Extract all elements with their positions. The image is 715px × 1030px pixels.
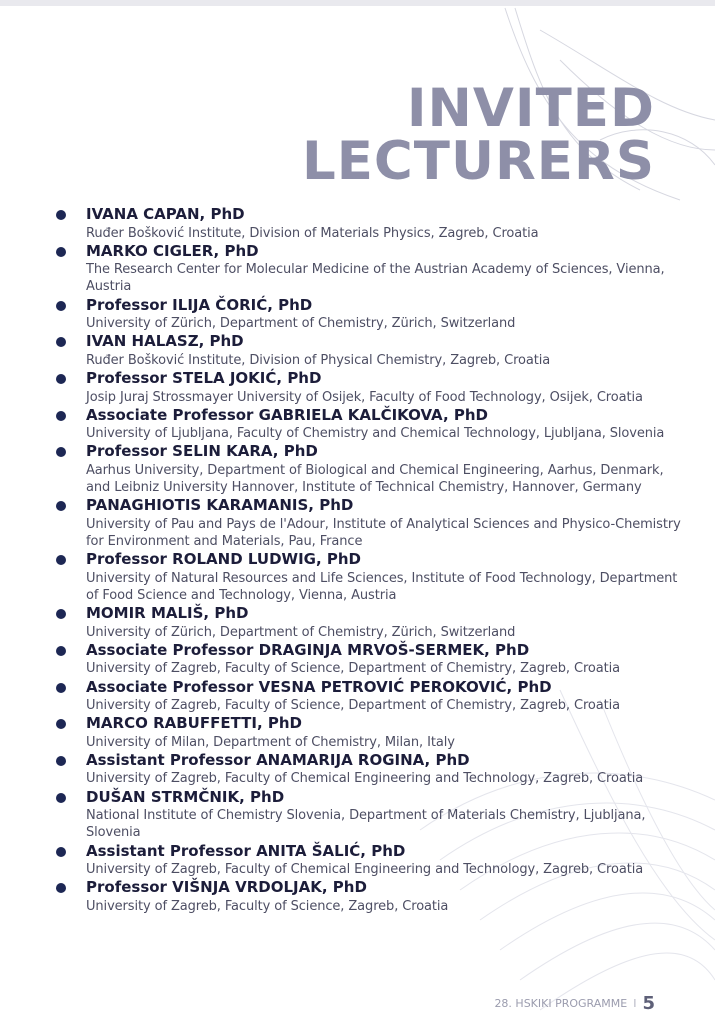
page-title-line-1: INVITED bbox=[406, 78, 655, 139]
lecturer-affiliation: University of Zagreb, Faculty of Science, Department of Chemistry, Zagreb, Croatia bbox=[86, 661, 621, 677]
bullet-icon bbox=[56, 247, 66, 257]
lecturer-name: IVANA CAPAN, PhD bbox=[86, 205, 245, 223]
lecturer-affiliation: National Institute of Chemistry Slovenia, Department of Materials Chemistry, Ljubljana, Slovenia bbox=[86, 808, 646, 841]
top-band bbox=[0, 0, 715, 6]
lecturer-name: Assistant Professor ANAMARIJA ROGINA, PhD bbox=[86, 750, 470, 769]
lecturer-name: Professor ILIJA ČORIĆ, PhD bbox=[86, 295, 313, 314]
page-title bbox=[301, 78, 655, 192]
bullet-icon bbox=[56, 646, 66, 656]
lecturer-item bbox=[56, 678, 686, 715]
lecturer-item bbox=[56, 242, 686, 296]
lecturer-item bbox=[56, 406, 686, 443]
page-footer bbox=[494, 993, 655, 1014]
page-title-line-2: LECTURERS bbox=[301, 131, 655, 192]
lecturer-affiliation: University of Pau and Pays de l'Adour, Institute of Analytical Sciences and Physico-Chemistry for Environment and Materials, Pau, France bbox=[86, 516, 681, 550]
lecturer-item bbox=[56, 442, 686, 496]
lecturer-item bbox=[56, 550, 686, 604]
lecturer-affiliation: University of Zürich, Department of Chemistry, Zürich, Switzerland bbox=[86, 624, 516, 640]
lecturer-item bbox=[56, 332, 686, 369]
lecturer-item bbox=[56, 205, 686, 242]
bullet-icon bbox=[56, 210, 66, 220]
lecturer-affiliation: Ruđer Bošković Institute, Division of Physical Chemistry, Zagreb, Croatia bbox=[86, 352, 551, 368]
lecturer-affiliation: The Research Center for Molecular Medicine of the Austrian Academy of Sciences, Vienna, Austria bbox=[86, 262, 665, 295]
lecturer-item bbox=[56, 842, 686, 879]
lecturer-name: Professor ROLAND LUDWIG, PhD bbox=[86, 550, 362, 569]
lecturer-affiliation: University of Zürich, Department of Chemistry, Zürich, Switzerland bbox=[86, 316, 516, 332]
lecturer-affiliation: Aarhus University, Department of Biological and Chemical Engineering, Aarhus, Denmark, and Leibniz University Hannover, Institute of Technical Chemistry, Hannover, Germany bbox=[86, 462, 664, 496]
bullet-icon bbox=[56, 683, 66, 693]
lecturer-name: Associate Professor GABRIELA KALČIKOVA, PhD bbox=[86, 405, 488, 424]
lecturer-list bbox=[56, 205, 686, 915]
bullet-icon bbox=[56, 374, 66, 384]
lecturer-item bbox=[56, 641, 686, 678]
lecturer-affiliation: Josip Juraj Strossmayer University of Osijek, Faculty of Food Technology, Osijek, Croatia bbox=[86, 389, 643, 405]
footer-programme: 28. HSKIKI PROGRAMME bbox=[494, 997, 628, 1010]
lecturer-affiliation: University of Milan, Department of Chemistry, Milan, Italy bbox=[86, 734, 455, 750]
lecturer-item bbox=[56, 369, 686, 406]
lecturer-name: MARCO RABUFFETTI, PhD bbox=[86, 714, 303, 733]
lecturer-name: Professor VIŠNJA VRDOLJAK, PhD bbox=[86, 878, 367, 897]
bullet-icon bbox=[56, 847, 66, 857]
bullet-icon bbox=[56, 301, 66, 311]
lecturer-item bbox=[56, 714, 686, 751]
bullet-icon bbox=[56, 337, 66, 347]
lecturer-name: MOMIR MALIŠ, PhD bbox=[86, 604, 249, 623]
lecturer-name: DUŠAN STRMČNIK, PhD bbox=[86, 787, 285, 806]
lecturer-affiliation: University of Natural Resources and Life Sciences, Institute of Food Technology, Department of Food Science and Technology, Vienna, Austria bbox=[86, 570, 678, 603]
lecturer-affiliation: University of Ljubljana, Faculty of Chemistry and Chemical Technology, Ljubljana, Slovenia bbox=[86, 426, 665, 442]
bullet-icon bbox=[56, 501, 66, 511]
lecturer-item bbox=[56, 604, 686, 641]
bullet-icon bbox=[56, 447, 66, 457]
lecturer-name: Associate Professor VESNA PETROVIĆ PEROKOVIĆ, PhD bbox=[86, 677, 552, 696]
bullet-icon bbox=[56, 793, 66, 803]
lecturer-affiliation: University of Zagreb, Faculty of Science, Zagreb, Croatia bbox=[86, 898, 449, 914]
page-number: 5 bbox=[642, 993, 655, 1014]
lecturer-name: Professor STELA JOKIĆ, PhD bbox=[86, 369, 322, 388]
lecturer-item bbox=[56, 296, 686, 333]
bullet-icon bbox=[56, 756, 66, 766]
lecturer-name: Associate Professor DRAGINJA MRVOŠ-SERMEK, PhD bbox=[86, 640, 530, 659]
lecturer-item bbox=[56, 496, 686, 550]
lecturer-affiliation: University of Zagreb, Faculty of Chemical Engineering and Technology, Zagreb, Croatia bbox=[86, 862, 644, 878]
lecturer-name: PANAGHIOTIS KARAMANIS, PhD bbox=[86, 496, 354, 515]
lecturer-affiliation: University of Zagreb, Faculty of Science, Department of Chemistry, Zagreb, Croatia bbox=[86, 698, 621, 714]
lecturer-name: Professor SELIN KARA, PhD bbox=[86, 442, 318, 461]
bullet-icon bbox=[56, 411, 66, 421]
lecturer-name: MARKO CIGLER, PhD bbox=[86, 241, 259, 260]
bullet-icon bbox=[56, 883, 66, 893]
bullet-icon bbox=[56, 609, 66, 619]
lecturer-item bbox=[56, 751, 686, 788]
lecturer-name: IVAN HALASZ, PhD bbox=[86, 332, 244, 351]
footer-separator: I bbox=[633, 997, 637, 1010]
bullet-icon bbox=[56, 719, 66, 729]
lecturer-item bbox=[56, 878, 686, 915]
lecturer-name: Assistant Professor ANITA ŠALIĆ, PhD bbox=[86, 841, 406, 860]
lecturer-affiliation: University of Zagreb, Faculty of Chemical Engineering and Technology, Zagreb, Croatia bbox=[86, 771, 644, 787]
lecturer-affiliation: Ruđer Bošković Institute, Division of Materials Physics, Zagreb, Croatia bbox=[86, 225, 539, 241]
bullet-icon bbox=[56, 555, 66, 565]
lecturer-item bbox=[56, 788, 686, 842]
